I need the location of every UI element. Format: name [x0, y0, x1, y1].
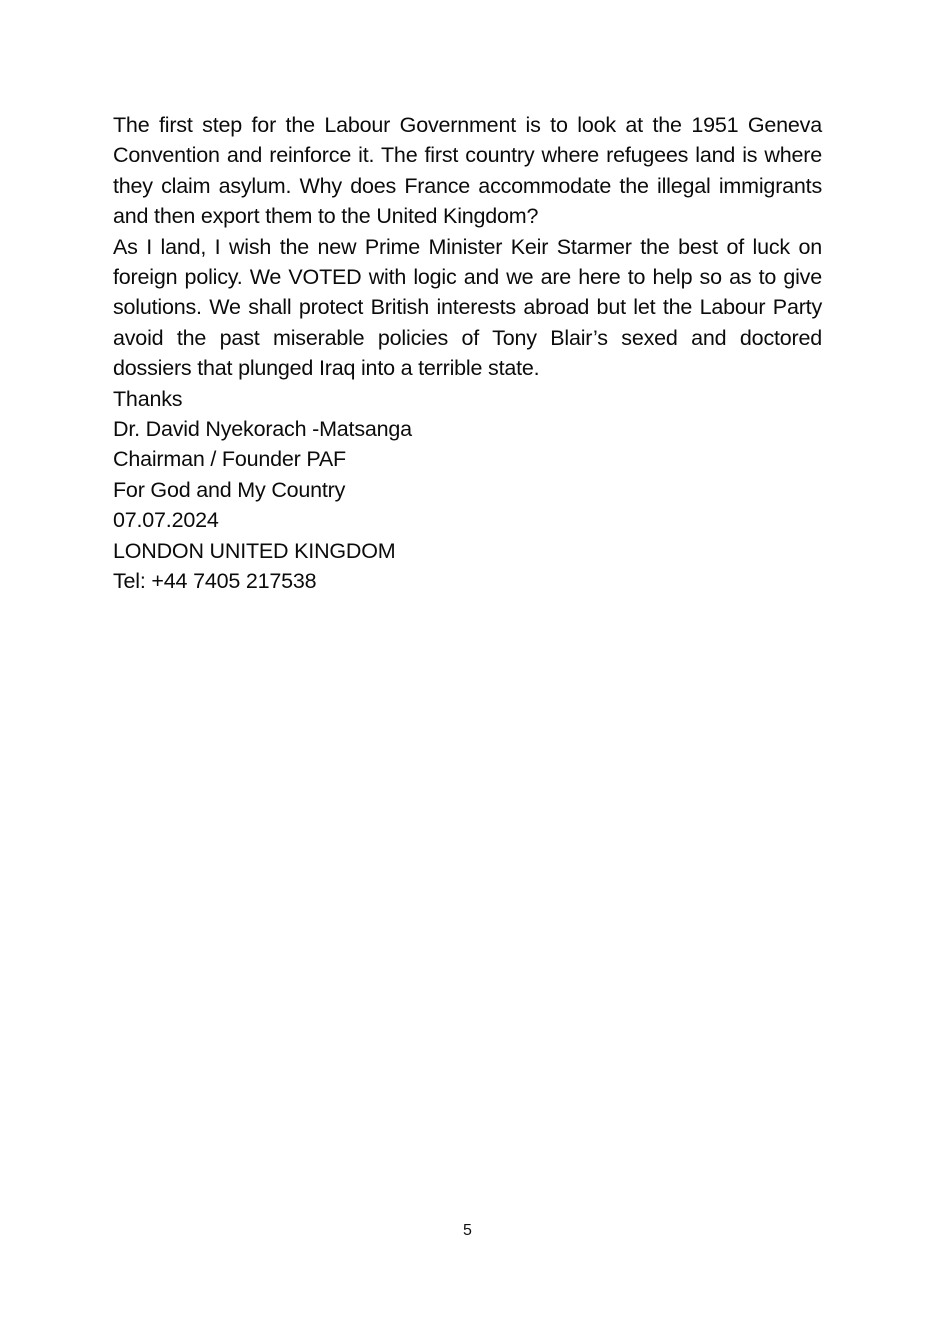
signature-motto: For God and My Country — [113, 477, 346, 502]
signature-role: Chairman / Founder PAF — [113, 447, 346, 472]
closing-line: Thanks — [113, 386, 183, 411]
signature-date: 07.07.2024 — [113, 508, 219, 533]
signature-phone: Tel: +44 7405 217538 — [113, 569, 317, 594]
signature-name: Dr. David Nyekorach -Matsanga — [113, 417, 412, 442]
body-paragraph-geneva-convention: The first step for the Labour Government is to look at the 1951 Geneva Convention and reinforce it. The first country where refugees land is where they claim asylum. Why does France accommodate the illegal immigrants and then export them to the United Kingdom? — [113, 113, 822, 229]
page-number: 5 — [463, 1222, 472, 1239]
body-paragraph-prime-minister: As I land, I wish the new Prime Minister Keir Starmer the best of luck on foreign policy. We VOTED with logic and we are here to help so as to give solutions. We shall protect British interests abroad but let the Labour Party avoid the past miserable policies of Tony Blair’s sexed and doctored dossiers that plunged Iraq into a terrible state. — [113, 234, 822, 381]
signature-location: LONDON UNITED KINGDOM — [113, 538, 396, 563]
